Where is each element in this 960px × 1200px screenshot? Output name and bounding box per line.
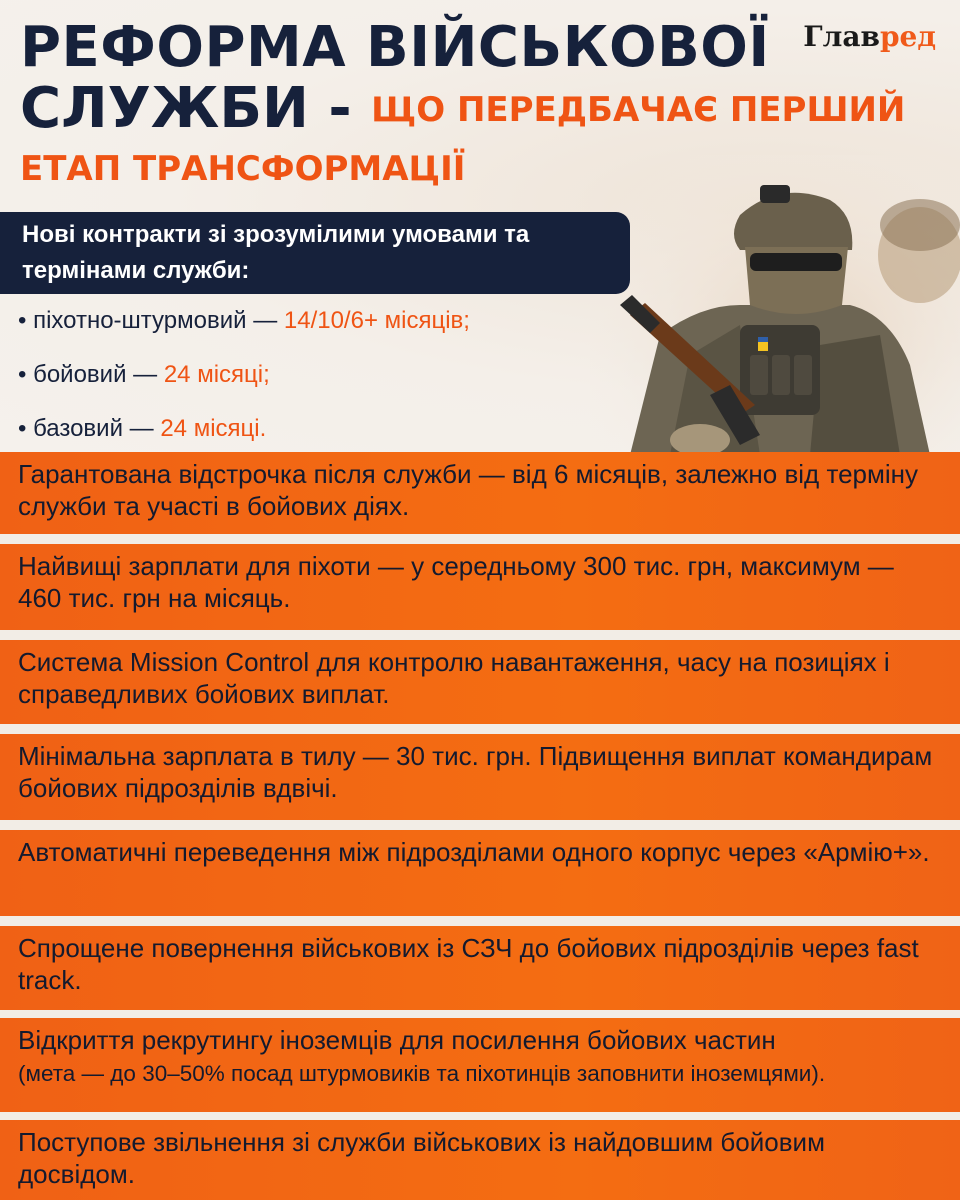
- term-label: • піхотно-штурмовий —: [18, 307, 284, 334]
- point-note: (мета — до 30–50% посад штурмовиків та піхотинців заповнити іноземцями).: [18, 1061, 826, 1086]
- title-line-3: ЕТАП ТРАНСФОРМАЦІЇ: [20, 149, 466, 189]
- term-value: 24 місяці.: [160, 415, 267, 442]
- logo-text-dark: Глав: [803, 20, 880, 53]
- list-item: [18, 306, 470, 360]
- term-label: • бойовий —: [18, 361, 164, 388]
- point-text: Відкриття рекрутингу іноземців для посилення бойових частин: [18, 1025, 776, 1055]
- title-line-2-main: СЛУЖБИ -: [20, 76, 372, 141]
- contract-terms-list: [18, 306, 470, 452]
- reform-point-deferral: Гарантована відстрочка після служби — від 6 місяців, залежно від терміну служби та участі в бойових діях.: [0, 452, 960, 534]
- term-value: 24 місяці;: [163, 361, 270, 388]
- logo-text-red: ред: [879, 20, 936, 53]
- title-line-1: РЕФОРМА ВІЙСЬКОВОЇ: [20, 15, 770, 80]
- reform-point-transfers: Автоматичні переведення між підрозділами одного корпус через «Армію+».: [0, 830, 960, 916]
- reform-point-mission-control: Система Mission Control для контролю навантаження, часу на позиціях і справедливих бойових виплат.: [0, 640, 960, 724]
- list-item: [18, 360, 470, 414]
- term-value: 14/10/6+ місяців;: [283, 307, 470, 334]
- contracts-heading: Нові контракти зі зрозумілими умовами та термінами служби:: [0, 212, 630, 294]
- glavred-logo: [803, 20, 936, 53]
- reform-point-foreign-recruiting: [0, 1018, 960, 1112]
- hero-section: [0, 0, 960, 452]
- soldier-illustration: [590, 155, 960, 452]
- reform-point-fast-track: Спрощене повернення військових із СЗЧ до бойових підрозділів через fast track.: [0, 926, 960, 1010]
- title-line-2: [20, 78, 960, 141]
- list-item: [18, 414, 470, 452]
- term-label: • базовий —: [18, 415, 161, 442]
- title-line-2-accent: ЩО ПЕРЕДБАЧАЄ ПЕРШИЙ: [371, 90, 906, 130]
- reform-point-rear-salary: Мінімальна зарплата в тилу — 30 тис. грн. Підвищення виплат командирам бойових підрозділів вдвічі.: [0, 734, 960, 820]
- reform-point-discharge: Поступове звільнення зі служби військових із найдовшим бойовим досвідом.: [0, 1120, 960, 1200]
- reform-point-salaries: Найвищі зарплати для піхоти — у середньому 300 тис. грн, максимум — 460 тис. грн на місяць.: [0, 544, 960, 630]
